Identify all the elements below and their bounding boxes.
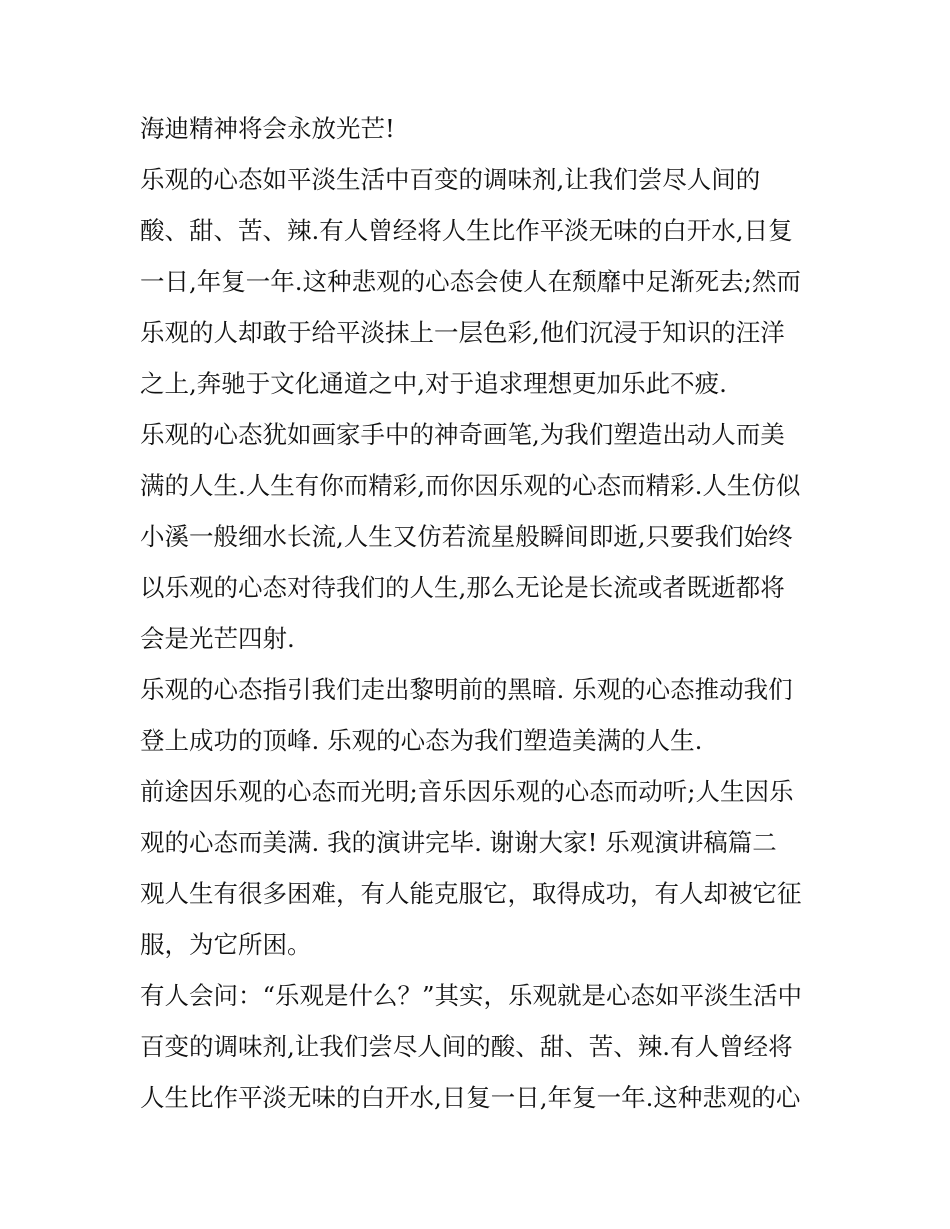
text-line: 以乐观的心态对待我们的人生,那么无论是长流或者既逝都将	[140, 573, 785, 602]
text-line: 小溪一般细水长流,人生又仿若流星般瞬间即逝,只要我们始终	[140, 522, 793, 551]
text-line: 满的人生.人生有你而精彩,而你因乐观的心态而精彩.人生仿似	[140, 471, 801, 500]
text-line: 乐观的心态如平淡生活中百变的调味剂,让我们尝尽人间的	[140, 165, 761, 194]
text-line: 有人会问：“乐观是什么？”其实，乐观就是心态如平淡生活中	[140, 981, 803, 1010]
text-line: 前途因乐观的心态而光明;音乐因乐观的心态而动听;人生因乐	[140, 777, 794, 806]
text-line: 乐观的心态犹如画家手中的神奇画笔,为我们塑造出动人而美	[140, 420, 785, 449]
text-line: 之上,奔驰于文化通道之中,对于追求理想更加乐此不疲.	[140, 369, 727, 398]
text-line: 海迪精神将会永放光芒!	[140, 114, 395, 143]
text-line: 一日,年复一年.这种悲观的心态会使人在颓靡中足渐死去;然而	[140, 267, 801, 296]
text-line: 酸、甜、苦、辣.有人曾经将人生比作平淡无味的白开水,日复	[140, 216, 793, 245]
text-line: 登上成功的顶峰. 乐观的心态为我们塑造美满的人生.	[140, 726, 703, 755]
text-line: 乐观的心态指引我们走出黎明前的黑暗. 乐观的心态推动我们	[140, 675, 793, 704]
text-line: 百变的调味剂,让我们尝尽人间的酸、甜、苦、辣.有人曾经将	[140, 1032, 793, 1061]
text-line: 人生比作平淡无味的白开水,日复一日,年复一年.这种悲观的心	[140, 1083, 801, 1112]
text-line: 会是光芒四射.	[140, 624, 295, 653]
text-line: 观人生有很多困难，有人能克服它，取得成功，有人却被它征	[140, 879, 802, 908]
text-line: 观的心态而美满. 我的演讲完毕. 谢谢大家! 乐观演讲稿篇二	[140, 828, 777, 857]
text-line: 乐观的人却敢于给平淡抹上一层色彩,他们沉浸于知识的汪洋	[140, 318, 785, 347]
text-line: 服，为它所困。	[140, 930, 312, 959]
